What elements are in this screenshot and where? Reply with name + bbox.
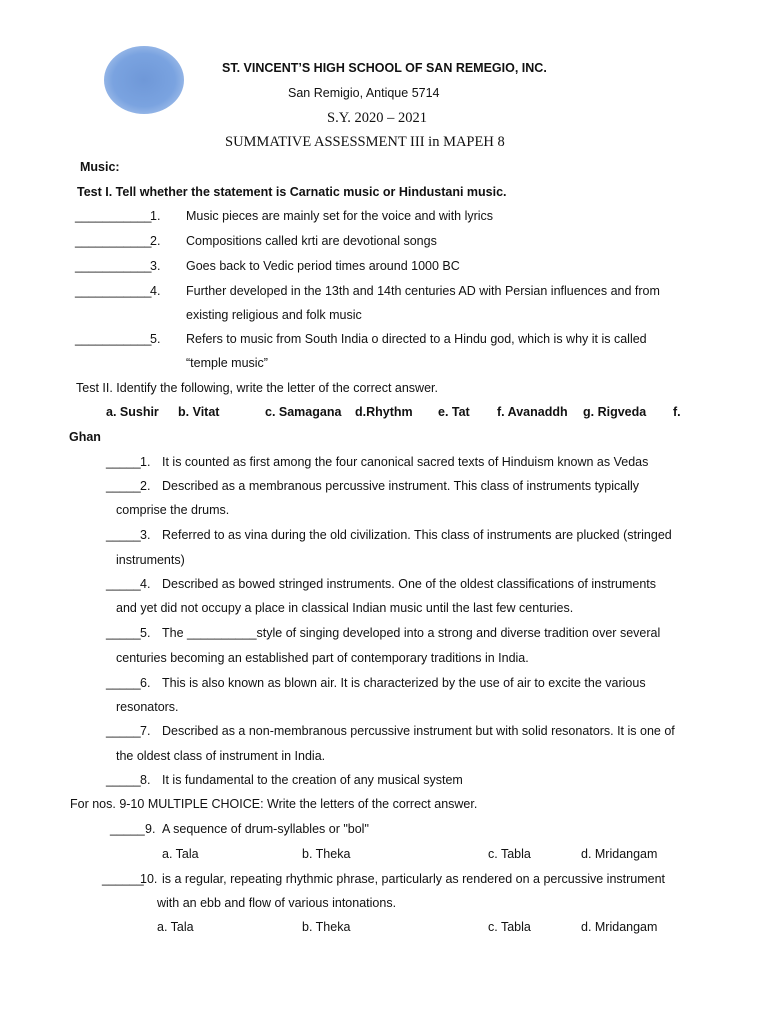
answer-blank[interactable]: _____: [106, 724, 141, 738]
option-c[interactable]: c. Tabla: [488, 920, 531, 934]
item-text: Referred to as vina during the old civilization. This class of instruments are plucked (stringed: [162, 528, 672, 542]
item-text: Described as bowed stringed instruments. One of the oldest classifications of instruments: [162, 577, 656, 591]
item-number: 6.: [140, 676, 151, 690]
test2-instruction: Test II. Identify the following, write the letter of the correct answer.: [76, 381, 438, 395]
item-number: 10.: [140, 872, 158, 886]
choice: d.Rhythm: [355, 405, 413, 419]
item-number: 2.: [150, 234, 161, 248]
item-number: 4.: [150, 284, 161, 298]
item-number: 5.: [150, 332, 161, 346]
answer-blank[interactable]: _____: [106, 528, 141, 542]
item-text: It is fundamental to the creation of any musical system: [162, 773, 463, 787]
item-number: 5.: [140, 626, 151, 640]
item-text-continued: existing religious and folk music: [186, 308, 362, 322]
school-address: San Remigio, Antique 5714: [288, 86, 440, 100]
choice: f.: [673, 405, 681, 419]
music-label: Music:: [80, 160, 120, 174]
school-name: ST. VINCENT’S HIGH SCHOOL OF SAN REMEGIO, INC.: [222, 61, 547, 75]
item-text: is a regular, repeating rhythmic phrase, particularly as rendered on a percussive instrument: [162, 872, 666, 886]
answer-blank[interactable]: _____: [106, 676, 141, 690]
answer-blank[interactable]: _____: [106, 773, 141, 787]
answer-blank[interactable]: _____: [106, 577, 141, 591]
item-text-continued: centuries becoming an established part of contemporary traditions in India.: [116, 651, 529, 665]
item-number: 3.: [140, 528, 151, 542]
item-text: This is also known as blown air. It is characterized by the use of air to excite the various: [162, 676, 646, 690]
option-d[interactable]: d. Mridangam: [581, 847, 658, 861]
option-c[interactable]: c. Tabla: [488, 847, 531, 861]
item-text: A sequence of drum-syllables or "bol": [162, 822, 369, 836]
item-text-continued: instruments): [116, 553, 185, 567]
school-year: S.Y. 2020 – 2021: [327, 110, 428, 126]
answer-blank[interactable]: ___________: [75, 284, 152, 298]
answer-blank[interactable]: _____: [110, 822, 145, 836]
choice: a. Sushir: [106, 405, 159, 419]
item-text: Described as a membranous percussive instrument. This class of instruments typically: [162, 479, 640, 493]
item-number: 7.: [140, 724, 151, 738]
test1-instruction: Test I. Tell whether the statement is Carnatic music or Hindustani music.: [77, 185, 507, 199]
option-d[interactable]: d. Mridangam: [581, 920, 658, 934]
item-number: 2.: [140, 479, 151, 493]
answer-blank[interactable]: _____: [106, 626, 141, 640]
option-b[interactable]: b. Theka: [302, 920, 351, 934]
item-text: Refers to music from South India o directed to a Hindu god, which is why it is called: [186, 332, 647, 346]
option-b[interactable]: b. Theka: [302, 847, 351, 861]
item-number: 9.: [145, 822, 156, 836]
answer-blank[interactable]: ___________: [75, 234, 152, 248]
item-number: 4.: [140, 577, 151, 591]
item-number: 8.: [140, 773, 151, 787]
choice: e. Tat: [438, 405, 470, 419]
item-text-continued: with an ebb and flow of various intonations.: [157, 896, 397, 910]
item-text: Further developed in the 13th and 14th centuries AD with Persian influences and from: [186, 284, 660, 298]
item-text-continued: “temple music”: [186, 356, 268, 370]
item-text: The __________style of singing developed into a strong and diverse tradition over several: [162, 626, 661, 640]
item-text: It is counted as first among the four canonical sacred texts of Hinduism known as Vedas: [162, 455, 649, 469]
item-number: 3.: [150, 259, 161, 273]
choice: g. Rigveda: [583, 405, 647, 419]
item-text-continued: and yet did not occupy a place in classical Indian music until the last few centuries.: [116, 601, 574, 615]
answer-blank[interactable]: ___________: [75, 332, 152, 346]
item-text: Goes back to Vedic period times around 1000 BC: [186, 259, 460, 273]
item-number: 1.: [140, 455, 151, 469]
item-text: Compositions called krti are devotional songs: [186, 234, 437, 248]
item-text: Described as a non-membranous percussive instrument but with solid resonators. It is one of: [162, 724, 675, 738]
choice: f. Avanaddh: [497, 405, 568, 419]
item-number: 1.: [150, 209, 161, 223]
assessment-title: SUMMATIVE ASSESSMENT III in MAPEH 8: [225, 134, 505, 150]
answer-blank[interactable]: _____: [106, 455, 141, 469]
answer-blank[interactable]: _____: [106, 479, 141, 493]
choice: c. Samagana: [265, 405, 342, 419]
item-text-continued: the oldest class of instrument in India.: [116, 749, 326, 763]
answer-blank[interactable]: ___________: [75, 259, 152, 273]
answer-blank[interactable]: ___________: [75, 209, 152, 223]
mc-instruction: For nos. 9-10 MULTIPLE CHOICE: Write the letters of the correct answer.: [70, 797, 478, 811]
option-a[interactable]: a. Tala: [162, 847, 199, 861]
school-logo: [104, 46, 184, 114]
choice: b. Vitat: [178, 405, 220, 419]
item-text-continued: resonators.: [116, 700, 179, 714]
answer-blank[interactable]: ______: [102, 872, 144, 886]
item-text-continued: comprise the drums.: [116, 503, 230, 517]
item-text: Music pieces are mainly set for the voice and with lyrics: [186, 209, 494, 223]
choice-wrap: Ghan: [69, 430, 101, 444]
option-a[interactable]: a. Tala: [157, 920, 194, 934]
